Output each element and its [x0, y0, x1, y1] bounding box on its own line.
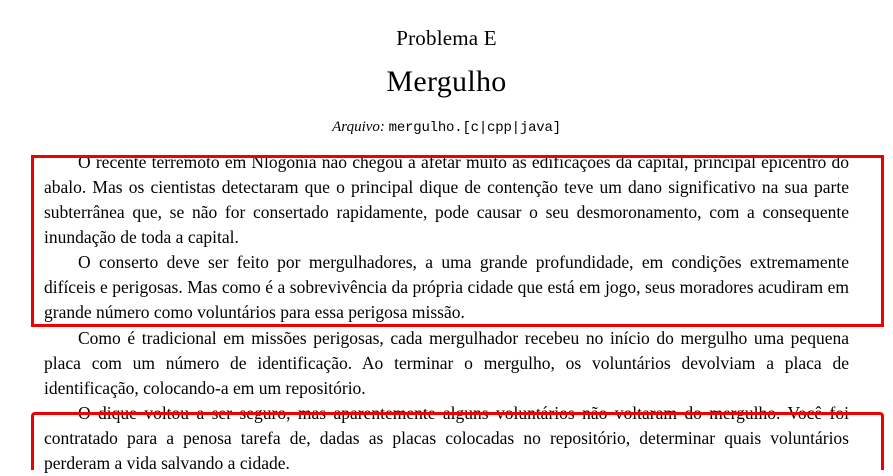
file-line — [0, 119, 893, 136]
paragraph-1: O recente terremoto em Nlogônia não chegou a afetar muito as edificações da capital, principal epicentro do abalo. Mas os cientistas detectaram que o principal dique de contenção teve um dano significativo na sua parte subterrânea que, se não for consertado rapidamente, pode causar o seu desmoronamento, com a consequente inundação de toda a capital. — [44, 152, 849, 247]
file-line-filename: mergulho.[c|cpp|java] — [388, 120, 561, 136]
statement-body — [0, 150, 893, 476]
problem-label: Problema E — [396, 26, 497, 50]
file-line-label: Arquivo: — [332, 119, 385, 135]
paragraph-3: Como é tradicional em missões perigosas, cada mergulhador recebeu no início do mergulho uma pequena placa com um número de identificação. Ao terminar o mergulho, os voluntários devolviam a placa de identificação, colocando-a em um repositório. — [44, 327, 849, 398]
paragraph-2: O conserto deve ser feito por mergulhadores, a uma grande profundidade, em condições extremamente difíceis e perigosas. Mas como é a sobrevivência da própria cidade que está em jogo, seus moradores acudiram em grande número como voluntários para essa perigosa missão. — [44, 252, 849, 323]
paragraph-4: O dique voltou a ser seguro, mas aparentemente alguns voluntários não voltaram do mergulho. Você foi contratado para a penosa tarefa de, dadas as placas colocadas no repositório, determinar quais voluntários perderam a vida salvando a cidade. — [44, 403, 849, 474]
document-header — [0, 0, 893, 136]
page-title: Mergulho — [386, 65, 507, 98]
